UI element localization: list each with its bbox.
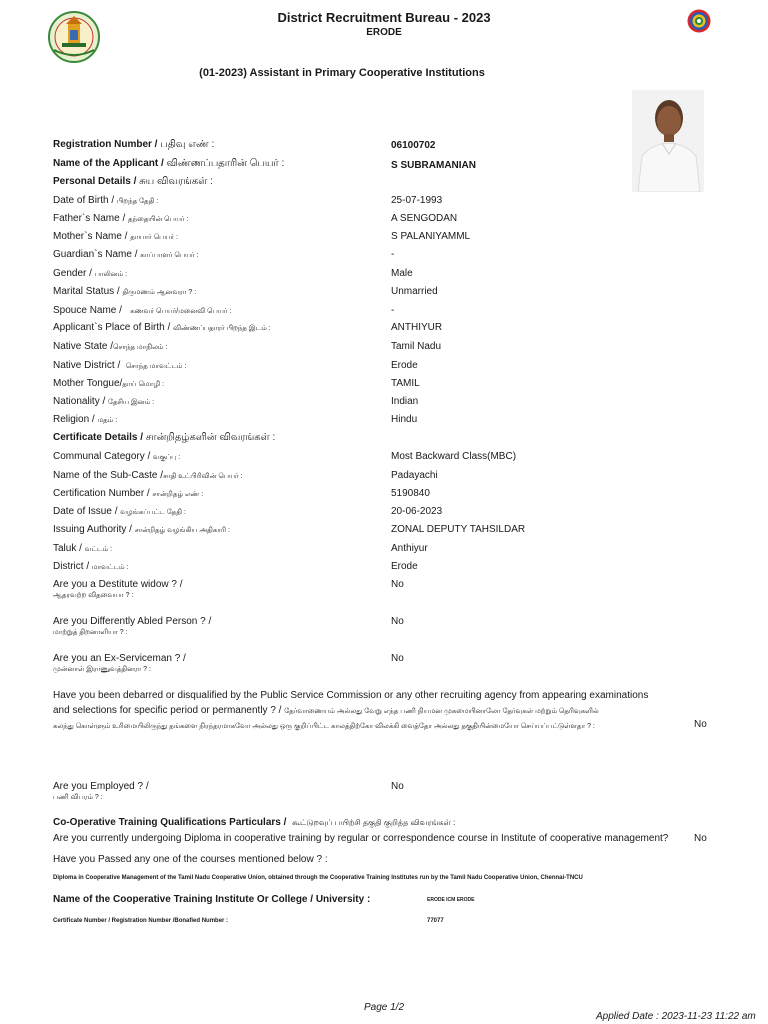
guardian-name-value: -: [391, 249, 395, 260]
dob-label: Date of Birth / பிறந்த தேதி :: [53, 195, 159, 206]
native-district-value: Erode: [391, 360, 418, 371]
district-name: ERODE: [366, 27, 402, 38]
employed-label: Are you Employed ? / பணி விபரம் ? :: [53, 781, 149, 801]
debarred-value: No: [694, 719, 707, 730]
native-district-label: Native District / சொந்த மாவட்டம் :: [53, 360, 187, 371]
applicant-photo: [632, 90, 704, 192]
district-label: District / மாவட்டம் :: [53, 561, 129, 572]
religion-value: Hindu: [391, 414, 418, 425]
gender-label: Gender / பாலினம் :: [53, 268, 128, 279]
religion-label: Religion / மதம் :: [53, 414, 118, 425]
district-value: Erode: [391, 561, 418, 572]
employed-value: No: [391, 781, 404, 792]
certificate-details-heading: Certificate Details / சான்றிதழ்களின் விவரங்கள் :: [53, 432, 276, 443]
guardian-name-label: Guardian`s Name / காப்பாளர் பெயர் :: [53, 249, 199, 260]
native-state-label: Native State /சொந்த மாநிலம் :: [53, 341, 168, 352]
father-name-value: A SENGODAN: [391, 213, 458, 224]
certification-number-label: Certification Number / சான்றிதழ் எண் :: [53, 488, 204, 499]
applied-date: Applied Date : 2023-11-23 11:22 am: [596, 1011, 756, 1022]
sub-caste-label: Name of the Sub-Caste /சாதி உட்பிரிவின் பெயர் :: [53, 470, 243, 481]
page-number: Page 1/2: [363, 1002, 405, 1013]
communal-category-value: Most Backward Class(MBC): [391, 451, 517, 462]
ex-serviceman-label: Are you an Ex-Serviceman ? / முன்னாள் இராணுவத்தினரா ? :: [53, 653, 186, 673]
mother-name-label: Mother`s Name / தாயார் பெயர் :: [53, 231, 178, 242]
destitute-widow-value: No: [391, 579, 404, 590]
post-title: (01-2023) Assistant in Primary Cooperative Institutions: [199, 67, 485, 79]
marital-status-value: Unmarried: [391, 286, 438, 297]
place-of-birth-value: ANTHIYUR: [391, 322, 443, 333]
gender-value: Male: [391, 268, 413, 279]
institute-value: ERODE ICM ERODE: [427, 897, 475, 903]
personal-details-heading: Personal Details / சுய விவரங்கள் :: [53, 176, 213, 187]
institute-label: Name of the Cooperative Training Institute Or College / University :: [53, 894, 371, 905]
issuing-authority-value: ZONAL DEPUTY TAHSILDAR: [391, 524, 526, 535]
date-of-issue-value: 20-06-2023: [391, 506, 443, 517]
destitute-widow-label: Are you a Destitute widow ? / ஆதரவற்ற விதவையா ? :: [53, 579, 183, 599]
ex-serviceman-value: No: [391, 653, 404, 664]
registration-number-label: Registration Number / பதிவு எண் :: [53, 139, 215, 150]
native-state-value: Tamil Nadu: [391, 341, 442, 352]
date-of-issue-label: Date of Issue / வழங்கப்பட்ட தேதி :: [53, 506, 186, 517]
differently-abled-label: Are you Differently Abled Person ? / மாற்றுத் திறனாளியா ? :: [53, 616, 212, 636]
circular-logo-icon: [687, 9, 711, 33]
diploma-value: No: [694, 833, 707, 844]
spouse-name-label: Spouce Name / கணவர் பெயர்/மனைவி பெயர் :: [53, 305, 232, 316]
certification-number-value: 5190840: [391, 488, 430, 499]
father-name-label: Father`s Name / தந்தையின் பெயர் :: [53, 213, 189, 224]
sub-caste-value: Padayachi: [391, 470, 438, 481]
diploma-description: Diploma in Cooperative Management of the Tamil Nadu Cooperative Union, obtained through the Cooperative Training Institutes run by the Tamil Nadu Cooperative Union, Chennai-TNCU: [53, 875, 583, 881]
differently-abled-value: No: [391, 616, 404, 627]
bonafied-number-value: 77077: [427, 918, 444, 924]
applicant-name-label: Name of the Applicant / விண்ணப்பதாரின் பெயர் :: [53, 158, 285, 169]
passed-courses-question: Have you Passed any one of the courses mentioned below ? :: [53, 854, 328, 865]
communal-category-label: Communal Category / வகுப்பு :: [53, 451, 181, 462]
taluk-value: Anthiyur: [391, 543, 428, 554]
nationality-label: Nationality / தேசிய இனம் :: [53, 396, 155, 407]
diploma-question: Are you currently undergoing Diploma in cooperative training by regular or correspondence course in Institute of cooperative management?: [53, 833, 669, 844]
bureau-title: District Recruitment Bureau - 2023: [277, 10, 491, 25]
bonafied-number-label: Certificate Number / Registration Number /Bonafied Number :: [53, 918, 229, 924]
marital-status-label: Marital Status / திருமணம் ஆனவரா ? :: [53, 286, 197, 297]
issuing-authority-label: Issuing Authority / சான்றிதழ் வழங்கிய அதிகாரி :: [53, 524, 230, 535]
spouse-name-value: -: [391, 305, 395, 316]
mother-tongue-value: TAMIL: [391, 378, 420, 389]
registration-number-value: 06100702: [391, 140, 436, 151]
applicant-name-value: S SUBRAMANIAN: [391, 160, 476, 171]
debarred-question: Have you been debarred or disqualified by the Public Service Commission or any other recruiting agency from appearing examinations and selections for specific period or permanently ? / தேர்வாணையம் அல்லது வேறு எந்த பணி நியமன முகமையினாலோ தேர்வுகள் மற்றும் தெரிவுகளில் கலந்து கொள்ளும் உரிமையிலிருந்து தங்களை நிரந்தரமாகவோ அல்லது ஒரு குறிப்பிட்ட காலத்திற்கோ விலக்கி வைத்தோ அல்லது தகுதியின்மையோ செய்யப்பட்டுள்ளதா ? :: [53, 690, 649, 730]
coop-training-heading: Co-Operative Training Qualifications Particulars / கூட்டுறவுப் பயிற்சி தகுதி குறித்த விவரங்கள் :: [53, 817, 456, 828]
nationality-value: Indian: [391, 396, 419, 407]
place-of-birth-label: Applicant`s Place of Birth / விண்ணப்பதாரர் பிறந்த இடம் :: [53, 322, 271, 333]
mother-tongue-label: Mother Tongue/தாய் மொழி :: [53, 378, 164, 389]
taluk-label: Taluk / வட்டம் :: [53, 543, 113, 554]
dob-value: 25-07-1993: [391, 195, 443, 206]
mother-name-value: S PALANIYAMML: [391, 231, 471, 242]
